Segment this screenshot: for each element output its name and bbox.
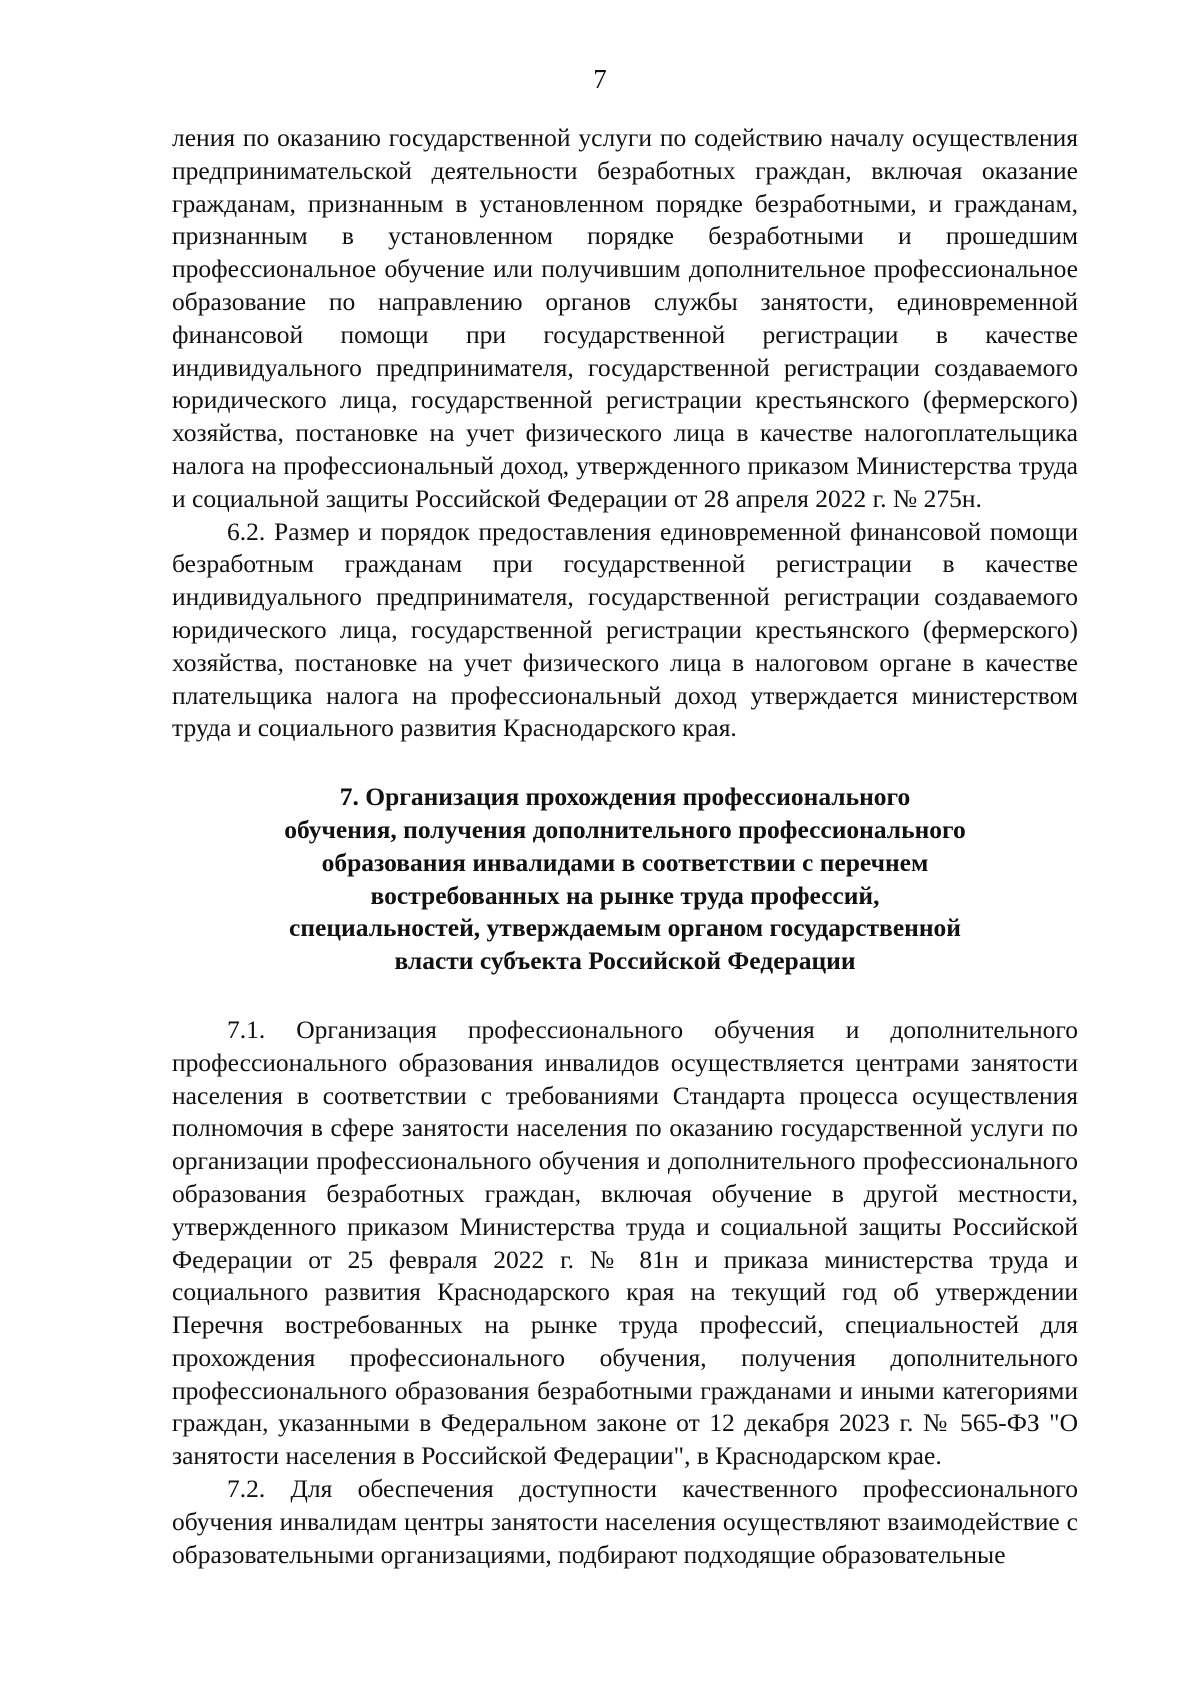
heading-line: 7. Организация прохождения профессионального xyxy=(339,782,911,812)
heading-line: специальностей, утверждаемым органом государственной xyxy=(289,913,961,943)
paragraph-continuation: ления по оказанию государственной услуги по содействию началу осуществления предпринимательской деятельности безработных граждан, включая оказание гражданам, признанным в установленном порядке безработными, и гражданам, признанным в установленном порядке безработными и прошедшим профессиональное обучение или получившим дополнительное профессиональное образование по направлению органов службы занятости, единовременной финансовой помощи при государственной регистрации в качестве индивидуального предпринимателя, государственной регистрации создаваемого юридического лица, государственной регистрации крестьянского (фермерского) хозяйства, постановке на учет физического лица в качестве налогоплательщика налога на профессиональный доход, утвержденного приказом Министерства труда и социальной защиты Российской Федерации от 28 апреля 2022 г. № 275н. xyxy=(172,123,1078,513)
paragraph-7-2: 7.2. Для обеспечения доступности качественного профессионального обучения инвалидам центры занятости населения осуществляют взаимодействие с образовательными организациями, подбирают подходящие образовательные xyxy=(172,1474,1078,1569)
paragraph-6-2: 6.2. Размер и порядок предоставления единовременной финансовой помощи безработным гражданам при государственной регистрации в качестве индивидуального предпринимателя, государственной регистрации создаваемого юридического лица, государственной регистрации крестьянского (фермерского) хозяйства, постановке на учет физического лица в налоговом органе в качестве плательщика налога на профессиональный доход утверждается министерством труда и социального развития Краснодарского края. xyxy=(172,516,1078,743)
heading-line: образования инвалидами в соответствии с перечнем xyxy=(321,847,929,877)
heading-line: обучения, получения дополнительного профессионального xyxy=(284,814,966,844)
heading-line: востребованных на рынке труда профессий, xyxy=(370,880,880,910)
paragraph-7-1: 7.1. Организация профессионального обучения и дополнительного профессионального образования инвалидов осуществляется центрами занятости населения в соответствии с требованиями Стандарта процесса осуществления полномочия в сфере занятости населения по оказанию государственной услуги по организации профессионального обучения и дополнительного профессионального образования безработных граждан, включая обучение в другой местности, утвержденного приказом Министерства труда и социальной защиты Российской Федерации от 25 февраля 2022 г. № 81н и приказа министерства труда и социального развития Краснодарского края на текущий год об утверждении Перечня востребованных на рынке труда профессий, специальностей для прохождения профессионального обучения, получения дополнительного профессионального образования безработными гражданами и иными категориями граждан, указанными в Федеральном законе от 12 декабря 2023 г. № 565-ФЗ "О занятости населения в Российской Федерации", в Краснодарском крае. xyxy=(172,1014,1078,1471)
page-number: 7 xyxy=(593,64,607,94)
document-body xyxy=(172,122,1078,1571)
section-heading-7 xyxy=(172,781,1078,978)
heading-line: власти субъекта Российской Федерации xyxy=(394,946,856,976)
